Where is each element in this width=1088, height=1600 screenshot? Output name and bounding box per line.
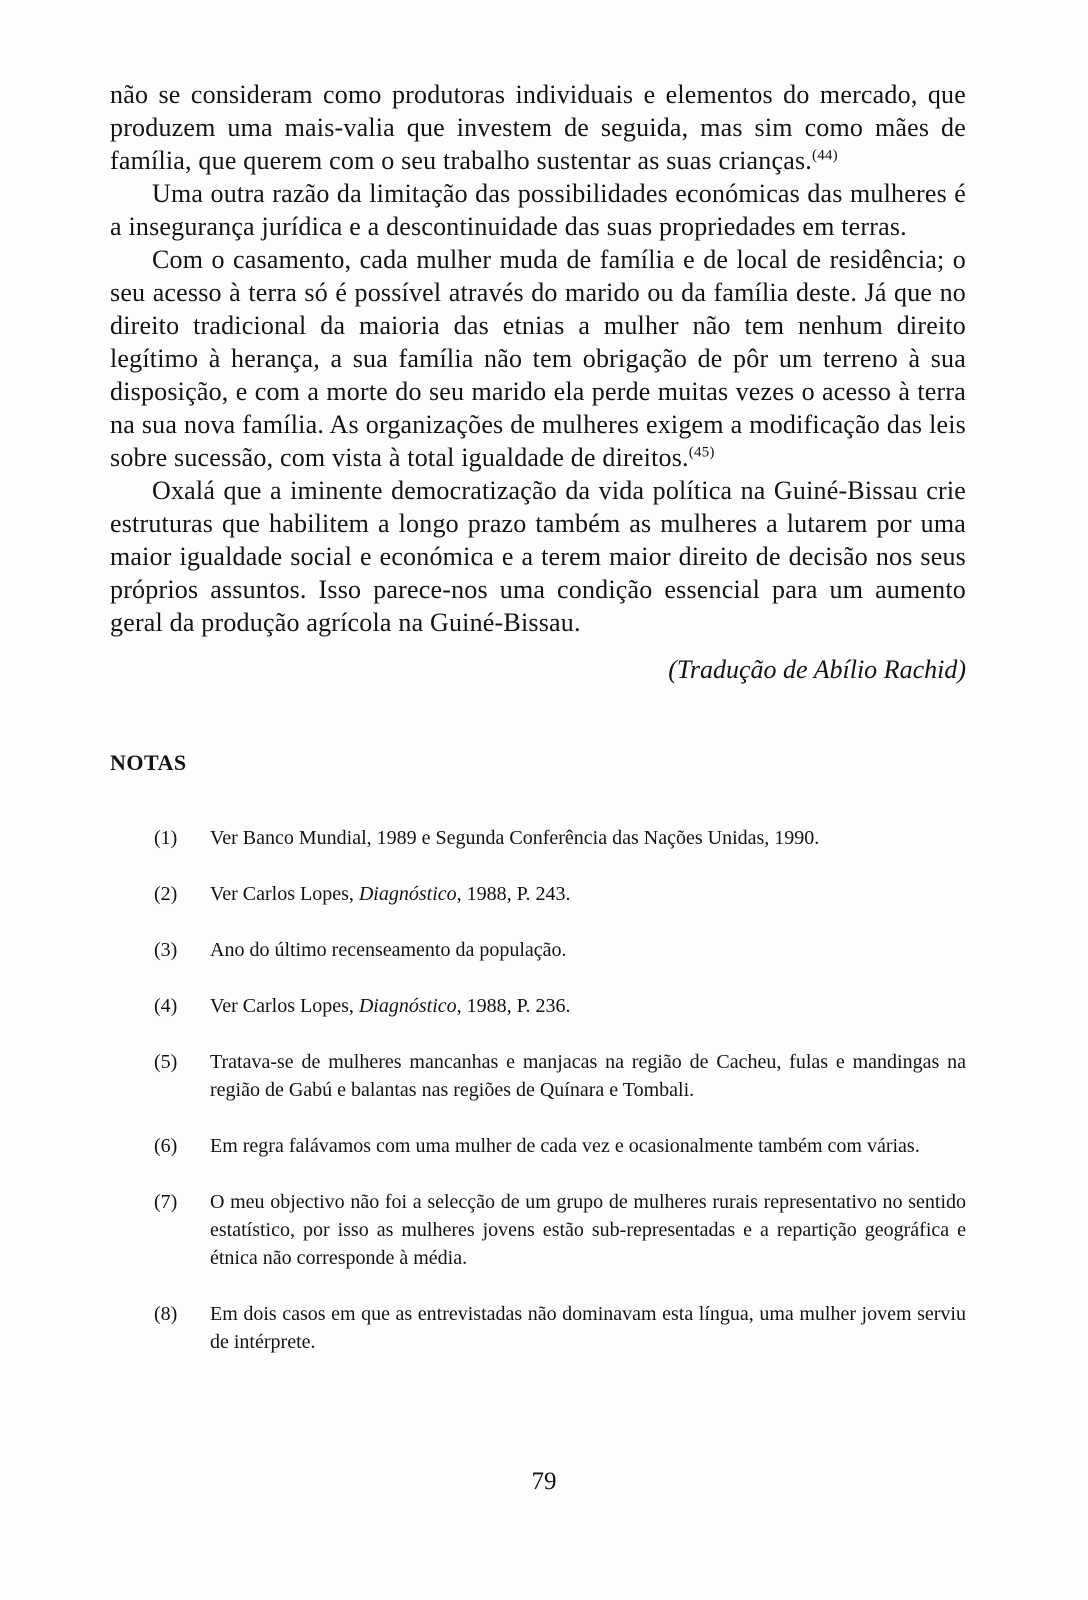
note-item	[154, 1132, 966, 1160]
body-text	[110, 78, 966, 639]
text-segment: , 1988, P. 243.	[456, 883, 571, 905]
text-segment: Ano do último recenseamento da população.	[210, 939, 567, 961]
text-segment: Tratava-se de mulheres mancanhas e manjacas na região de Cacheu, fulas e mandingas na região de Gabú e balantas nas regiões de Quínara e Tombali.	[210, 1051, 966, 1101]
note-number: (3)	[154, 939, 178, 961]
note-number: (5)	[154, 1051, 178, 1073]
paragraph	[110, 78, 966, 177]
footnote-marker: (44)	[811, 147, 838, 164]
text-segment: Oxalá que a iminente democratização da vida política na Guiné-Bissau crie estruturas que habilitem a longo prazo também as mulheres a lutarem por uma maior igualdade social e económica e a terem maior direito de decisão nos seus próprios assuntos. Isso parece-nos uma condição essencial para um aumento geral da produção agrícola na Guiné-Bissau.	[110, 476, 966, 637]
translation-credit: (Tradução de Abílio Rachid)	[668, 655, 966, 684]
note-text	[210, 992, 966, 1020]
notes-list	[110, 824, 966, 1356]
note-text	[210, 880, 966, 908]
note-number: (6)	[154, 1135, 178, 1157]
note-text	[210, 1188, 966, 1272]
note-item	[154, 1188, 966, 1272]
note-text	[210, 1300, 966, 1356]
note-number: (4)	[154, 995, 178, 1017]
notes-heading: NOTAS	[110, 750, 187, 775]
text-segment: não se consideram como produtoras individuais e elementos do mercado, que produzem uma mais-valia que investem de seguida, mas sim como mães de família, que querem com o seu trabalho sustentar as suas crianças.	[110, 80, 966, 175]
note-text	[210, 936, 966, 964]
paragraph	[110, 474, 966, 639]
paragraph	[110, 243, 966, 474]
footnote-marker: (45)	[688, 444, 715, 461]
note-text	[210, 1048, 966, 1104]
paragraph	[110, 177, 966, 243]
note-text	[210, 824, 966, 852]
note-item	[154, 880, 966, 908]
note-item	[154, 1048, 966, 1104]
text-segment: Ver Carlos Lopes,	[210, 995, 359, 1017]
page-number: 79	[531, 1468, 557, 1495]
note-number: (2)	[154, 883, 178, 905]
text-segment: Ver Banco Mundial, 1989 e Segunda Conferência das Nações Unidas, 1990.	[210, 827, 820, 849]
text-segment: Em regra falávamos com uma mulher de cada vez e ocasionalmente também com várias.	[210, 1135, 920, 1157]
note-item	[154, 824, 966, 852]
text-segment: Com o casamento, cada mulher muda de família e de local de residência; o seu acesso à terra só é possível através do marido ou da família deste. Já que no direito tradicional da maioria das etnias a mulher não tem nenhum direito legítimo à herança, a sua família não tem obrigação de pôr um terreno à sua disposição, e com a morte do seu marido ela perde muitas vezes o acesso à terra na sua nova família. As organizações de mulheres exigem a modificação das leis sobre sucessão, com vista à total igualdade de direitos.	[110, 245, 966, 472]
note-number: (1)	[154, 827, 178, 849]
text-segment: Ver Carlos Lopes,	[210, 883, 359, 905]
note-text	[210, 1132, 966, 1160]
italic-title: Diagnóstico	[358, 995, 457, 1017]
note-item	[154, 1300, 966, 1356]
note-item	[154, 936, 966, 964]
note-number: (7)	[154, 1191, 178, 1213]
text-segment: Em dois casos em que as entrevistadas não dominavam esta língua, uma mulher jovem serviu de intérprete.	[210, 1303, 966, 1353]
italic-title: Diagnóstico	[358, 883, 457, 905]
note-item	[154, 992, 966, 1020]
text-segment: O meu objectivo não foi a selecção de um grupo de mulheres rurais representativo no sentido estatístico, por isso as mulheres jovens estão sub-representadas e a repartição geográfica e étnica não corresponde à média.	[210, 1191, 966, 1269]
text-segment: , 1988, P. 236.	[456, 995, 571, 1017]
note-number: (8)	[154, 1303, 178, 1325]
text-segment: Uma outra razão da limitação das possibilidades económicas das mulheres é a insegurança jurídica e a descontinuidade das suas propriedades em terras.	[110, 179, 966, 241]
